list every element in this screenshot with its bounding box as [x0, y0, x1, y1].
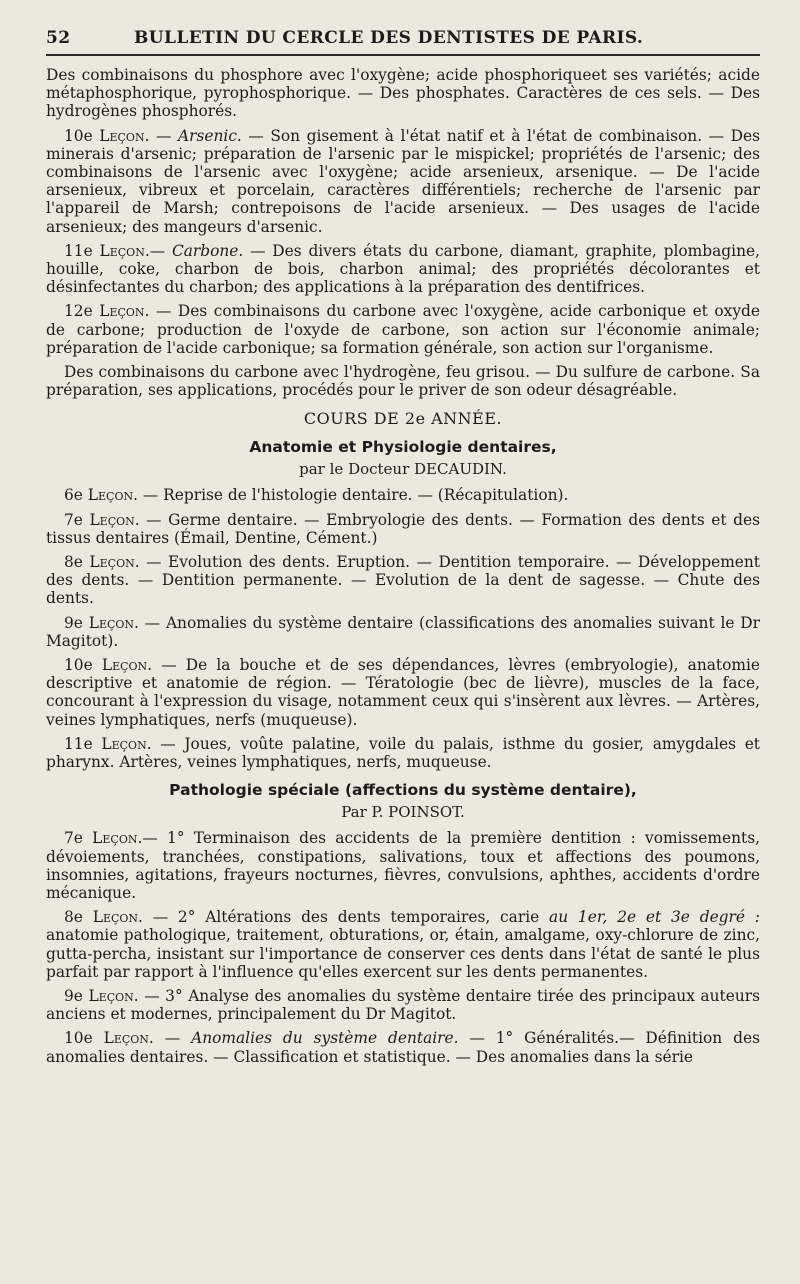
pathologie-lecon-9: 9e Leçon. — 3° Analyse des anomalies du système dentaire tirée des principaux auteurs anciens et modernes, principalement du Dr Magitot. [46, 986, 760, 1024]
anatomie-lecon-9: 9e Leçon. — Anomalies du système dentaire (classifications des anomalies suivant le Dr Magitot). [46, 613, 760, 650]
pathologie-lecon-10: 10e Leçon. — Anomalies du système dentaire. — 1° Généralités.— Définition des anomalies dentaires. — Classification et statistique. — Des anomalies dans la série [46, 1029, 760, 1066]
topic-carbone: Carbone. [171, 241, 244, 260]
journal-title: BULLETIN DU CERCLE DES DENTISTES DE PARIS. [134, 28, 644, 48]
page-number: 52 [46, 28, 71, 48]
paragraph-lecon-10-arsenic: 10e Leçon. — Arsenic. — Son gisement à l'état natif et à l'état de combinaison. — Des minerais d'arsenic; préparation de l'arsenic par le mispickel; propriétés de l'arsenic; des combinaisons de l'arsenic avec l'oxygène; acide arsenieux, arsenique. — De l'acide arsenieux, vibreux et porcelain, caractères différentiels; recherche de l'arsenic par l'appareil de Marsh; contrepoisons de l'acide arsenieux. — Des usages de l'acide arsenieux; des mangeurs d'arsenic. [46, 126, 760, 236]
paragraph-lecon-11-carbone: 11e Leçon.— Carbone. — Des divers états du carbone, diamant, graphite, plombagine, houille, coke, charbon de bois, charbon animal; des propriétés décolorantes et désinfectantes du charbon; des applications à la préparation des dentifrices. [46, 241, 760, 297]
topic-arsenic: Arsenic. [178, 126, 242, 145]
paragraph-hydrogene: Des combinaisons du carbone avec l'hydrogène, feu grisou. — Du sulfure de carbone. Sa préparation, ses applications, procédés pour le priver de son odeur désagréable. [46, 363, 760, 400]
anatomie-lecon-8: 8e Leçon. — Evolution des dents. Eruption. — Dentition temporaire. — Développement des dents. — Dentition permanente. — Evolution de la dent de sagesse. — Chute des dents. [46, 553, 760, 608]
section-title-pathologie: Pathologie spéciale (affections du système dentaire), [169, 781, 637, 800]
byline-pathologie: Par P. POINSOT. [341, 803, 465, 822]
paragraph-lecon-12: 12e Leçon. — Des combinaisons du carbone avec l'oxygène, acide carbonique et oxyde de carbone; production de l'oxyde de carbone, son action sur l'économie animale; préparation de l'acide carbonique; sa formation générale, son action sur l'organisme. [46, 302, 760, 357]
running-head [46, 28, 760, 56]
pathologie-lecon-7: 7e Leçon.— 1° Terminaison des accidents de la première dentition : vomissements, dévoiements, tranchées, constipations, salivations, toux et affections des poumons, insomnies, agitations, frayeurs nocturnes, fièvres, convulsions, aphthes, accidents d'ordre mécanique. [46, 829, 761, 902]
pathologie-lecon-8: 8e Leçon. — 2° Altérations des dents temporaires, carie au 1er, 2e et 3e degré : anatomie pathologique, traitement, obturations, or, étain, amalgame, oxy-chlorure de zinc, gutta-percha, insistant sur l'importance de conserver ces dents dans l'état de santé le plus parfait par rapport à l'influence qu'elles exercent sur les dents permanentes. [46, 908, 760, 981]
section-title-anatomie: Anatomie et Physiologie dentaires, [249, 438, 557, 457]
cours-heading: COURS DE 2e ANNÉE. [303, 409, 503, 429]
anatomie-lecon-11: 11e Leçon. — Joues, voûte palatine, voile du palais, isthme du gosier, amygdales et pharynx. Artères, veines lymphatiques, nerfs, muqueuse. [46, 734, 760, 772]
byline-anatomie: par le Docteur DECAUDIN. [299, 460, 507, 479]
anatomie-lecon-7: 7e Leçon. — Germe dentaire. — Embryologie des dents. — Formation des dents et des tissus dentaires (Émail, Dentine, Cément.) [46, 510, 760, 547]
anatomie-lecon-6: 6e Leçon. — Reprise de l'histologie dentaire. — (Récapitulation). [64, 486, 569, 505]
anatomie-lecon-10: 10e Leçon. — De la bouche et de ses dépendances, lèvres (embryologie), anatomie descriptive et anatomie de région. — Tératologie (bec de lièvre), muscles de la face, concourant à l'expression du visage, notamment ceux qui s'insèrent aux lèvres. — Artères, veines lymphatiques, nerfs (muqueuse). [46, 656, 760, 729]
paragraph-phosphore: Des combinaisons du phosphore avec l'oxygène; acide phosphoriqueet ses variétés; acide métaphosphorique, pyrophosphorique. — Des phosphates. Caractères de ces sels. — Des hydrogènes phosphorés. [46, 66, 760, 121]
